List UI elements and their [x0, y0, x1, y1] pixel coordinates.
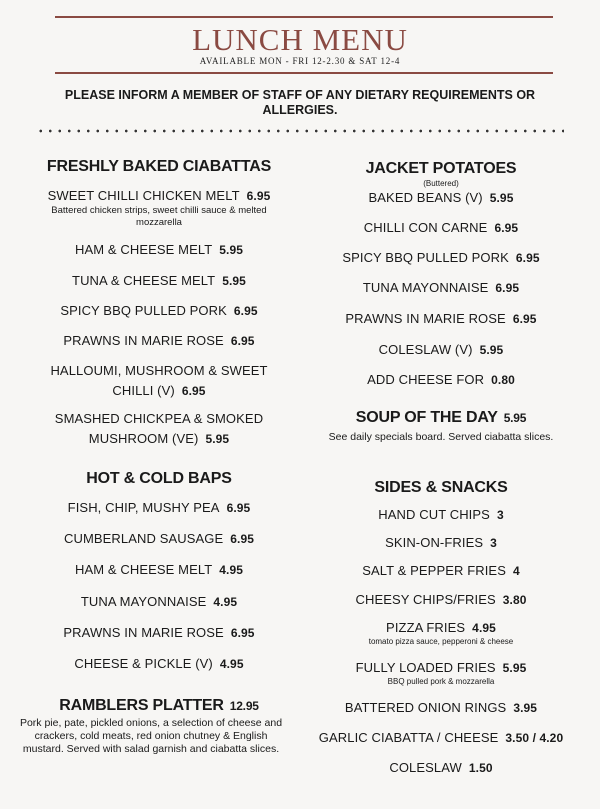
item-description: tomato pizza sauce, pepperoni & cheese	[368, 637, 514, 646]
menu-item	[14, 332, 304, 350]
item-price: 0.80	[491, 373, 515, 387]
item-name: CHEESE & PICKLE (V)	[74, 656, 213, 671]
item-name: TUNA MAYONNAISE	[80, 594, 207, 609]
menu-item	[296, 279, 586, 297]
item-price: 4.95	[472, 621, 496, 635]
allergy-notice: PLEASE INFORM A MEMBER OF STAFF OF ANY DIETARY REQUIREMENTS OR ALLERGIES.	[64, 88, 536, 117]
item-name: SKIN-ON-FRIES	[385, 535, 484, 550]
item-name: FISH, CHIP, MUSHY PEA	[67, 500, 220, 515]
item-name: SPICY BBQ PULLED PORK	[60, 303, 227, 318]
item-name-line2: MUSHROOM (VE)	[88, 431, 199, 446]
menu-item	[14, 272, 304, 290]
item-price: 4.95	[219, 657, 244, 671]
top-rule	[55, 16, 553, 18]
item-name: SALT & PEPPER FRIES	[362, 563, 506, 578]
item-name: CUMBERLAND SAUSAGE	[63, 531, 224, 546]
item-price: 4.95	[213, 595, 238, 609]
item-name: HAND CUT CHIPS	[378, 507, 490, 522]
platter-description: Pork pie, pate, pickled onions, a selection of cheese and crackers, cold meats, red onion chutney & English mustard. Served with salad garnish and ciabatta slices.	[19, 717, 283, 755]
menu-item	[296, 562, 586, 580]
menu-title: LUNCH MENU	[192, 22, 408, 57]
menu-item	[296, 591, 586, 609]
item-name: PIZZA FRIES	[386, 620, 466, 635]
soup-price: 5.95	[503, 411, 527, 425]
item-price: 5.95	[502, 661, 527, 675]
item-price: 6.95	[181, 384, 206, 398]
menu-item	[296, 189, 586, 207]
item-price: 6.95	[230, 334, 255, 348]
menu-item	[296, 219, 586, 237]
item-name: HAM & CHEESE MELT	[74, 562, 213, 577]
soup-name: SOUP OF THE DAY	[355, 409, 498, 426]
menu-item	[296, 729, 586, 747]
menu-item	[14, 187, 304, 205]
potatoes-note: (Buttered)	[423, 179, 459, 188]
item-price: 3	[496, 508, 504, 522]
item-price: 3.80	[502, 593, 527, 607]
item-name: HAM & CHEESE MELT	[74, 242, 213, 257]
item-price: 3.95	[513, 701, 538, 715]
menu-item	[296, 249, 586, 267]
soup-heading	[296, 409, 586, 427]
item-price: 6.95	[494, 221, 519, 235]
item-price: 4.95	[219, 563, 244, 577]
item-name: TUNA MAYONNAISE	[362, 280, 489, 295]
item-name: BAKED BEANS (V)	[368, 190, 483, 205]
item-price: 5.95	[222, 274, 246, 288]
item-name: COLESLAW (V)	[378, 342, 473, 357]
menu-item	[14, 410, 304, 448]
sides-heading: SIDES & SNACKS	[374, 479, 508, 496]
item-name: PRAWNS IN MARIE ROSE	[345, 311, 506, 326]
item-price: 5.95	[205, 432, 230, 446]
menu-item	[14, 624, 304, 642]
item-price: 3	[490, 536, 497, 550]
availability-subtitle: AVAILABLE MON - FRI 12-2.30 & SAT 12-4	[199, 56, 401, 66]
menu-item	[14, 362, 304, 400]
item-description: BBQ pulled pork & mozzarella	[387, 677, 495, 686]
menu-item	[14, 499, 304, 517]
menu-item	[14, 530, 304, 548]
header-bottom-rule	[55, 72, 553, 74]
item-name: CHILLI CON CARNE	[363, 220, 488, 235]
ciabattas-heading: FRESHLY BAKED CIABATTAS	[46, 158, 272, 175]
item-price: 6.95	[230, 532, 255, 546]
item-name: FULLY LOADED FRIES	[355, 660, 496, 675]
platter-name: RAMBLERS PLATTER	[59, 697, 224, 714]
item-name-line2: CHILLI (V)	[112, 383, 175, 398]
dotted-divider	[36, 129, 564, 133]
menu-item	[296, 759, 586, 777]
menu-item	[296, 310, 586, 328]
item-price: 6.95	[246, 189, 271, 203]
item-price: 5.95	[479, 343, 504, 357]
item-description: Battered chicken strips, sweet chilli sauce & melted mozzarella	[51, 205, 267, 228]
soup-description: See daily specials board. Served ciabatta slices.	[328, 431, 554, 443]
item-name: SWEET CHILLI CHICKEN MELT	[47, 188, 240, 203]
item-name: COLESLAW	[389, 760, 462, 775]
menu-item	[14, 302, 304, 320]
item-price: 6.95	[515, 251, 540, 265]
menu-item	[296, 506, 586, 524]
item-price: 6.95	[233, 304, 258, 318]
item-name: SPICY BBQ PULLED PORK	[342, 250, 509, 265]
baps-heading: HOT & COLD BAPS	[86, 470, 232, 487]
item-name: PRAWNS IN MARIE ROSE	[63, 625, 224, 640]
menu-item	[296, 341, 586, 359]
item-name: PRAWNS IN MARIE ROSE	[63, 333, 224, 348]
item-name: BATTERED ONION RINGS	[344, 700, 507, 715]
item-price: 6.95	[230, 626, 255, 640]
menu-item	[14, 241, 304, 259]
platter-price: 12.95	[229, 699, 259, 713]
menu-item	[296, 699, 586, 717]
item-price: 3.50 / 4.20	[505, 731, 564, 745]
potatoes-heading: JACKET POTATOES	[365, 160, 517, 177]
item-name: TUNA & CHEESE MELT	[72, 273, 216, 288]
item-price: 6.95	[226, 501, 251, 515]
item-name: CHEESY CHIPS/FRIES	[355, 592, 496, 607]
item-name: GARLIC CIABATTA / CHEESE	[318, 730, 499, 745]
menu-item	[296, 659, 586, 677]
item-name-line1: HALLOUMI, MUSHROOM & SWEET	[50, 363, 268, 378]
menu-item	[296, 371, 586, 389]
item-price: 5.95	[489, 191, 514, 205]
platter-heading	[14, 697, 304, 715]
menu-item	[296, 534, 586, 552]
item-price: 6.95	[512, 312, 537, 326]
menu-item	[14, 593, 304, 611]
item-price: 4	[512, 564, 520, 578]
item-price: 1.50	[468, 761, 493, 775]
menu-item	[14, 655, 304, 673]
menu-item	[296, 619, 586, 637]
item-name-line1: SMASHED CHICKPEA & SMOKED	[54, 411, 264, 426]
menu-item	[14, 561, 304, 579]
item-name: ADD CHEESE FOR	[367, 372, 485, 387]
item-price: 6.95	[495, 281, 520, 295]
item-price: 5.95	[219, 243, 244, 257]
